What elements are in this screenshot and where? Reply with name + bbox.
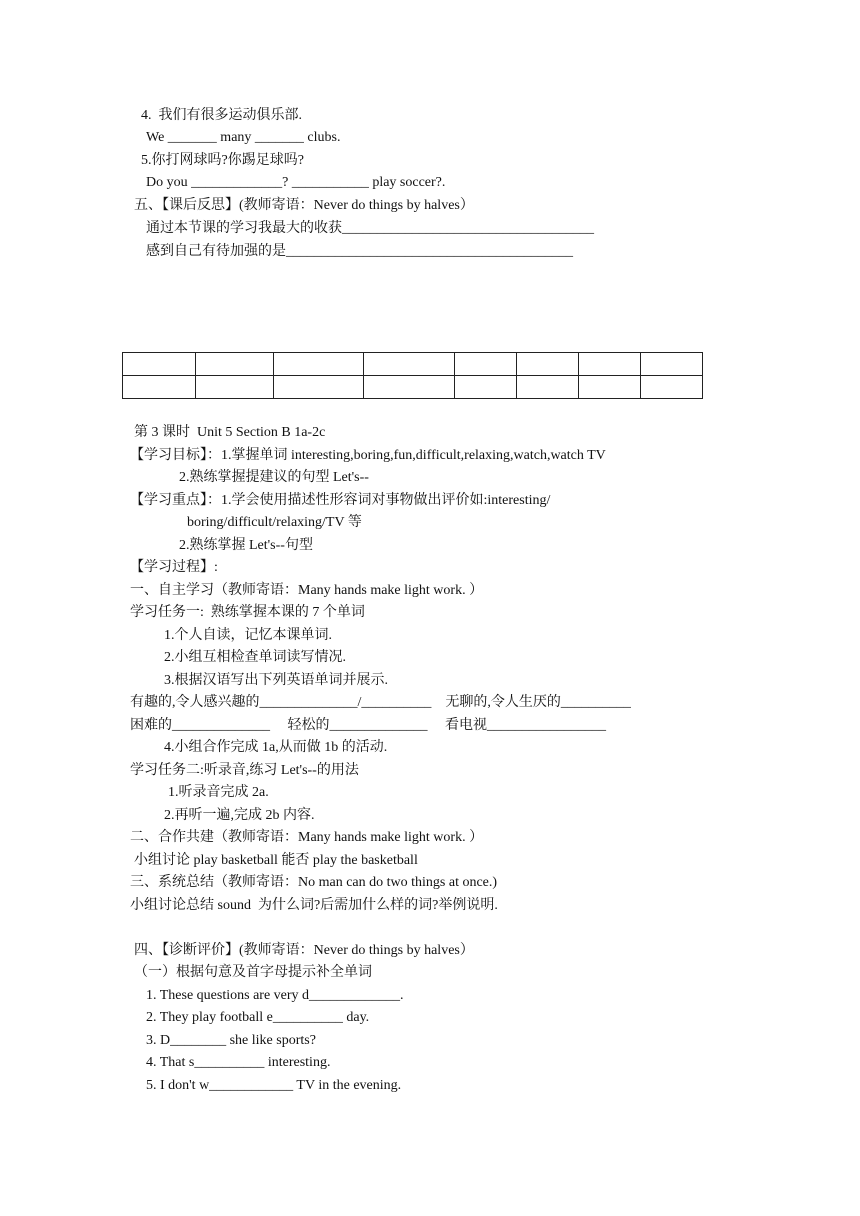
table-cell — [516, 376, 578, 399]
task-one-heading: 学习任务一: 熟练掌握本课的 7 个单词 — [130, 605, 365, 620]
exercise-5: 5. I don't w____________ TV in the evening. — [146, 1078, 402, 1093]
table-cell — [123, 353, 196, 376]
summary-discussion: 小组讨论总结 sound 为什么词?后需加什么样的词?举例说明. — [130, 898, 498, 913]
table-cell — [123, 376, 196, 399]
exercise-3: 3. D________ she like sports? — [146, 1033, 316, 1048]
learning-focus-line-2: boring/difficult/relaxing/TV 等 — [187, 515, 362, 530]
exercise-2: 2. They play football e__________ day. — [146, 1010, 370, 1025]
self-study-heading: 一、自主学习（教师寄语：Many hands make light work. ） — [130, 583, 484, 598]
line-tennis-soccer-cn: 5.你打网球吗?你踢足球吗? — [141, 153, 304, 168]
exercise-4: 4. That s__________ interesting. — [146, 1055, 331, 1070]
table-cell — [640, 353, 702, 376]
blank-table — [122, 352, 703, 399]
reflection-improve-line: 感到自己有待加强的是_________________________________________ — [146, 244, 573, 259]
task-two-heading: 学习任务二:听录音,练习 Let's--的用法 — [130, 763, 359, 778]
cooperation-discussion: 小组讨论 play basketball 能否 play the basketball — [134, 853, 418, 868]
learning-focus-line-3: 2.熟练掌握 Let's--句型 — [179, 538, 313, 553]
task-one-step-3: 3.根据汉语写出下列英语单词并展示. — [164, 673, 388, 688]
exercise-1: 1. These questions are very d_____________. — [146, 988, 404, 1003]
learning-goals-line-1: 【学习目标】：1.掌握单词 interesting,boring,fun,difficult,relaxing,watch,watch TV — [130, 448, 606, 463]
table-cell — [578, 353, 640, 376]
vocab-fill-line-1: 有趣的,令人感兴趣的______________/__________ 无聊的,令人生厌的__________ — [130, 695, 631, 710]
section-reflection-heading: 五、【课后反思】(教师寄语：Never do things by halves） — [134, 198, 474, 213]
line-we-have-many-clubs-cn: 4. 我们有很多运动俱乐部. — [141, 108, 302, 123]
table-row — [123, 353, 703, 376]
table-cell — [274, 376, 364, 399]
summary-heading: 三、系统总结（教师寄语：No man can do two things at once.) — [130, 875, 498, 890]
table-cell — [454, 376, 516, 399]
table-cell — [196, 376, 274, 399]
table-cell — [364, 376, 454, 399]
learning-goals-line-2: 2.熟练掌握提建议的句型 Let's-- — [179, 470, 369, 485]
assessment-heading: 四、【诊断评价】(教师寄语：Never do things by halves） — [134, 943, 474, 958]
task-two-step-2: 2.再听一遍,完成 2b 内容. — [164, 808, 315, 823]
table-cell — [274, 353, 364, 376]
lesson-title: 第 3 课时 Unit 5 Section B 1a-2c — [134, 425, 326, 440]
task-one-step-4: 4.小组合作完成 1a,从而做 1b 的活动. — [164, 740, 388, 755]
table-row — [123, 376, 703, 399]
cooperation-heading: 二、合作共建（教师寄语：Many hands make light work. ） — [130, 830, 484, 845]
line-we-have-many-clubs-en: We _______ many _______ clubs. — [146, 130, 341, 145]
reflection-gain-line: 通过本节课的学习我最大的收获____________________________________ — [146, 221, 594, 236]
task-two-step-1: 1.听录音完成 2a. — [168, 785, 269, 800]
table-cell — [196, 353, 274, 376]
task-one-step-2: 2.小组互相检查单词读写情况. — [164, 650, 346, 665]
learning-process-heading: 【学习过程】: — [130, 560, 218, 575]
table-cell — [578, 376, 640, 399]
table-cell — [516, 353, 578, 376]
line-tennis-soccer-en: Do you _____________? ___________ play soccer?. — [146, 175, 446, 190]
table-cell — [364, 353, 454, 376]
assessment-part-one-heading: （一）根据句意及首字母提示补全单词 — [134, 965, 372, 980]
vocab-fill-line-2: 困难的______________ 轻松的______________ 看电视_________________ — [130, 718, 606, 733]
table-cell — [640, 376, 702, 399]
table-cell — [454, 353, 516, 376]
learning-focus-line-1: 【学习重点】：1.学会使用描述性形容词对事物做出评价如:interesting/ — [130, 493, 551, 508]
task-one-step-1: 1.个人自读，记忆本课单词. — [164, 628, 332, 643]
